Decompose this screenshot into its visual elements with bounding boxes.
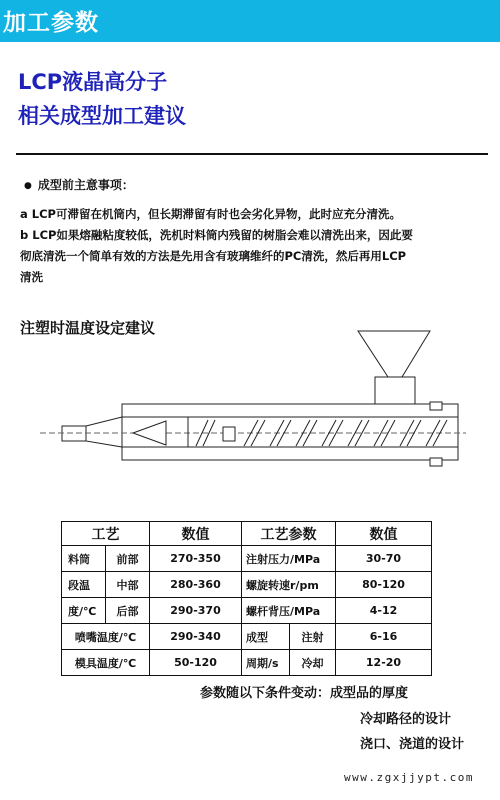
front-label: 前部	[106, 546, 150, 572]
footnote-item-1: 冷却路径的设计	[360, 712, 452, 727]
barrel-label-2: 段温	[62, 572, 106, 598]
check-ring	[223, 427, 235, 441]
note-item-b-line-3: 清洗	[20, 270, 43, 284]
table-row	[62, 624, 432, 650]
injection-value: 6-16	[336, 624, 432, 650]
note-item-b-line-2: 彻底清洗一个简单有效的方法是先用含有玻璃维纤的PC清洗，然后再用LCP	[20, 249, 407, 263]
screw-speed-label: 螺旋转速r/pm	[242, 572, 336, 598]
notes-heading-text: 成型前主意事项：	[37, 178, 134, 192]
screw-speed-value: 80-120	[336, 572, 432, 598]
cycle-label-2: 周期/s	[242, 650, 290, 676]
nozzle-temp-value: 290-340	[150, 624, 242, 650]
page-title-line-2: 相关成型加工建议	[18, 104, 186, 128]
barrel-label-1: 料筒	[62, 546, 106, 572]
rear-value: 290-370	[150, 598, 242, 624]
barrel-label-3: 度/℃	[62, 598, 106, 624]
header-value-2: 数值	[336, 522, 432, 546]
drive-box	[375, 377, 415, 404]
hopper-funnel	[358, 331, 430, 377]
section-title: 注塑时温度设定建议	[20, 319, 156, 337]
injection-pressure-value: 30-70	[336, 546, 432, 572]
nozzle-temp-label: 喷嘴温度/℃	[62, 624, 150, 650]
table-row	[62, 546, 432, 572]
injection-label: 注射	[290, 624, 336, 650]
header-param: 工艺参数	[242, 522, 336, 546]
cooling-value: 12-20	[336, 650, 432, 676]
injection-pressure-label: 注射压力/MPa	[242, 546, 336, 572]
table-row	[62, 598, 432, 624]
divider-line	[16, 153, 488, 155]
header-value-1: 数值	[150, 522, 242, 546]
end-tab-top	[430, 402, 442, 410]
cycle-label-1: 成型	[242, 624, 290, 650]
back-pressure-label: 螺杆背压/MPa	[242, 598, 336, 624]
cooling-label: 冷却	[290, 650, 336, 676]
injection-machine-diagram	[38, 325, 468, 475]
page-title-line-1: LCP液晶高分子	[18, 70, 168, 94]
rear-label: 后部	[106, 598, 150, 624]
notes-heading	[24, 176, 134, 193]
notes-body	[20, 204, 490, 288]
watermark-text: www.zgxjjypt.com	[344, 771, 474, 784]
header-title: 加工参数	[3, 10, 99, 36]
note-item-a: a LCP可滞留在机筒内，但长期滞留有时也会劣化异物，此时应充分清洗。	[20, 207, 401, 221]
nozzle-body	[62, 426, 86, 441]
table-row	[62, 572, 432, 598]
footnote-item-2: 浇口、浇道的设计	[360, 737, 465, 752]
table-row	[62, 650, 432, 676]
front-value: 270-350	[150, 546, 242, 572]
nozzle-tip	[86, 417, 122, 447]
mold-temp-value: 50-120	[150, 650, 242, 676]
bullet-icon: ●	[24, 181, 32, 191]
note-item-b-line-1: b LCP如果熔融粘度较低，洗机时料筒内残留的树脂会难以清洗出来，因此要	[20, 228, 413, 242]
middle-label: 中部	[106, 572, 150, 598]
middle-value: 280-360	[150, 572, 242, 598]
back-pressure-value: 4-12	[336, 598, 432, 624]
end-tab-bottom	[430, 458, 442, 466]
page-title	[18, 65, 186, 133]
process-parameters-table	[61, 521, 432, 676]
table-header-row	[62, 522, 432, 546]
mold-temp-label: 模具温度/℃	[62, 650, 150, 676]
footnote-lead: 参数随以下条件变动：成型品的厚度	[200, 686, 409, 701]
header-process: 工艺	[62, 522, 150, 546]
